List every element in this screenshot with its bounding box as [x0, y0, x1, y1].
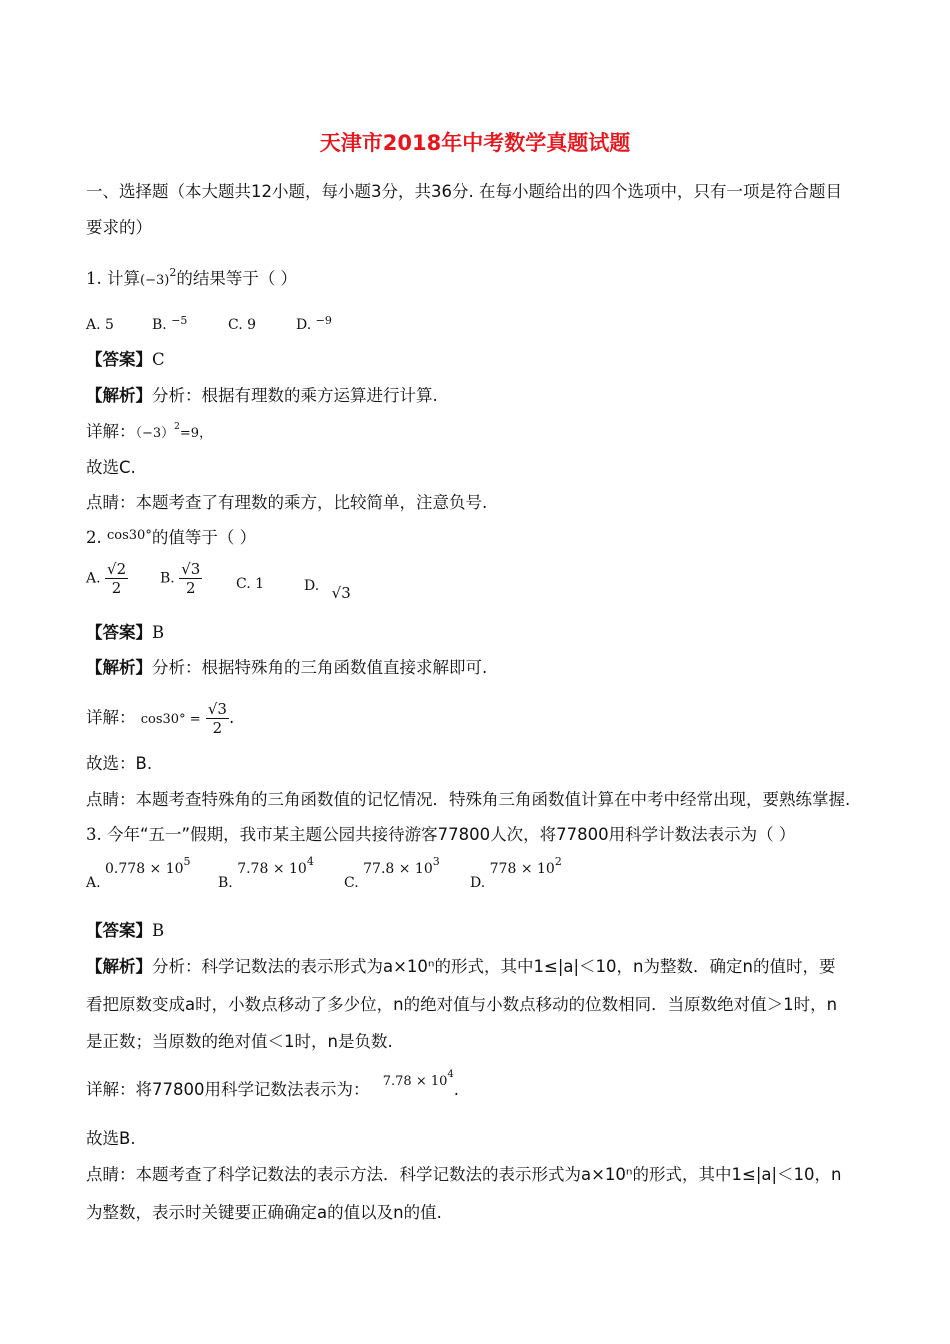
- q2-option-d-value: √3: [331, 584, 351, 602]
- q2-option-d: [304, 576, 351, 602]
- q3-option-c-value: 77.8 × 10: [363, 861, 433, 877]
- q1-comment-text: 本题考查了有理数的乘方，比较简单，注意负号.: [135, 493, 488, 512]
- q2-option-a-fraction: [105, 560, 128, 597]
- q2-option-c: C. 1: [236, 576, 265, 592]
- q3-comment-label: 点睛：: [86, 1165, 136, 1184]
- q3-comment-line1: [86, 1164, 842, 1186]
- q1-detail-post: =9，: [179, 426, 213, 441]
- q2-detail: [86, 700, 234, 737]
- q3-detail-expr: 7.78 × 10: [382, 1074, 448, 1089]
- q1-option-b-label: B.: [152, 317, 167, 333]
- q3-detail-post: .: [453, 1080, 460, 1099]
- q1-analysis: [86, 385, 438, 407]
- q2-option-a-numerator: √2: [107, 560, 127, 578]
- q2-option-b-label: B.: [160, 570, 175, 587]
- q1-option-d: [296, 314, 332, 333]
- q1-analysis-label: 【解析】: [86, 386, 152, 405]
- q2-comment-text: 本题考查特殊角的三角函数值的记忆情况．特殊角三角函数值计算在中考中经常出现，要熟练掌握.: [135, 790, 851, 809]
- q3-option-c-label: C.: [344, 875, 359, 891]
- q2-analysis-label: 【解析】: [86, 658, 152, 677]
- q1-choose: 故选C.: [86, 458, 136, 477]
- q1-post: 的结果等于（ ）: [176, 269, 298, 288]
- q1-option-d-label: D.: [296, 317, 312, 333]
- q3-analysis-text1: 分析：科学记数法的表示形式为a×10ⁿ的形式，其中1≤|a|＜10，n为整数．确定n的值时，要: [152, 957, 836, 976]
- q1-option-c: C. 9: [228, 317, 257, 333]
- q1-stem: [86, 268, 297, 292]
- q3-answer: [86, 920, 164, 942]
- q3-option-b-value: 7.78 × 10: [237, 861, 307, 877]
- q2-detail-post: .: [228, 708, 235, 727]
- q3-comment-line2: 为整数，表示时关键要正确确定a的值以及n的值.: [86, 1203, 442, 1222]
- q3-detail-text: 将77800用科学记数法表示为：: [135, 1080, 370, 1099]
- q1-number: 1.: [86, 269, 102, 288]
- q3-text: 今年“五一”假期，我市某主题公园共接待游客77800人次，将77800用科学计数法表示为（ ）: [107, 825, 796, 844]
- q3-detail-exp: 4: [447, 1069, 454, 1080]
- q2-option-a: [86, 560, 128, 597]
- q3-answer-value: B: [152, 921, 165, 940]
- q3-option-c-exp: 3: [432, 855, 440, 868]
- q3-answer-label: 【答案】: [86, 921, 152, 940]
- q1-option-b-value: −5: [171, 314, 188, 327]
- q1-comment: [86, 492, 487, 514]
- q3-option-d: [470, 855, 562, 891]
- q2-option-a-denominator: 2: [111, 579, 122, 597]
- q2-answer-label: 【答案】: [86, 623, 152, 642]
- q2-option-b-fraction: [179, 560, 202, 597]
- q3-detail: [86, 1069, 460, 1104]
- q3-analysis-line2: 看把原数变成a时，小数点移动了多少位，n的绝对值与小数点移动的位数相同．当原数绝对值＞1时，n: [86, 995, 838, 1014]
- q3-option-d-value: 778 × 10: [489, 861, 555, 877]
- q1-exp: 2: [169, 266, 177, 279]
- q2-post: 的值等于（ ）: [151, 528, 257, 547]
- q3-analysis-line3: 是正数；当原数的绝对值＜1时，n是负数.: [86, 1032, 393, 1051]
- q3-choose: 故选B.: [86, 1129, 136, 1148]
- q3-option-a-value: 0.778 × 10: [105, 861, 184, 877]
- section-heading-line1: 一、选择题（本大题共12小题，每小题3分，共36分. 在每小题给出的四个选项中，只有一项是符合题目: [86, 182, 842, 201]
- q3-analysis-label: 【解析】: [86, 957, 152, 976]
- q1-detail: [86, 421, 212, 446]
- section-heading-line2: 要求的）: [86, 218, 152, 237]
- q1-expr: (−3): [140, 273, 170, 288]
- q3-analysis-line1: [86, 956, 835, 978]
- q3-option-a-label: A.: [86, 875, 101, 891]
- q3-number: 3.: [86, 825, 102, 844]
- q3-option-d-exp: 2: [554, 855, 562, 868]
- q1-answer-value: C: [152, 350, 165, 369]
- q1-answer-label: 【答案】: [86, 350, 152, 369]
- q2-option-a-label: A.: [86, 570, 101, 587]
- q3-option-b-label: B.: [218, 875, 233, 891]
- q3-detail-label: 详解：: [86, 1080, 136, 1099]
- q2-comment-label: 点睛：: [86, 790, 136, 809]
- q2-choose: 故选：B.: [86, 754, 153, 773]
- q1-detail-expr: （−3）: [135, 426, 175, 441]
- q2-detail-denominator: 2: [212, 719, 223, 737]
- q1-detail-label: 详解：: [86, 422, 136, 441]
- q3-option-a: [86, 855, 191, 891]
- q3-stem: [86, 824, 795, 846]
- q2-answer-value: B: [152, 623, 165, 642]
- q3-option-b: [218, 855, 314, 891]
- q2-stem: [86, 527, 256, 551]
- q1-option-a: A. 5: [86, 317, 114, 333]
- q2-answer: [86, 622, 164, 644]
- q3-option-d-label: D.: [470, 875, 486, 891]
- page-title: 天津市2018年中考数学真题试题: [319, 131, 631, 155]
- q2-detail-expr: cos30° =: [140, 712, 201, 727]
- q2-expr: cos30°: [107, 528, 152, 543]
- q2-option-d-label: D.: [304, 578, 320, 594]
- q1-detail-exp: 2: [174, 422, 180, 432]
- q1-option-d-value: −9: [315, 314, 332, 327]
- q2-option-b: [160, 560, 202, 597]
- q2-option-b-denominator: 2: [185, 579, 196, 597]
- q1-comment-label: 点睛：: [86, 493, 136, 512]
- q1-answer: [86, 349, 165, 371]
- q1-analysis-text: 分析：根据有理数的乘方运算进行计算.: [152, 386, 438, 405]
- q2-comment: [86, 789, 850, 811]
- q3-option-c: [344, 855, 440, 891]
- q1-pre: 计算: [107, 269, 140, 288]
- q2-analysis: [86, 657, 487, 679]
- q2-detail-numerator: √3: [207, 700, 227, 718]
- q3-comment-text1: 本题考查了科学记数法的表示方法．科学记数法的表示形式为a×10ⁿ的形式，其中1≤|a|＜10，n: [135, 1165, 842, 1184]
- q2-number: 2.: [86, 528, 102, 547]
- q2-analysis-text: 分析：根据特殊角的三角函数值直接求解即可.: [152, 658, 488, 677]
- q3-option-a-exp: 5: [183, 855, 191, 868]
- q2-detail-label: 详解：: [86, 708, 136, 727]
- q2-option-b-numerator: √3: [181, 560, 201, 578]
- q3-option-b-exp: 4: [306, 855, 314, 868]
- q2-detail-fraction: [206, 700, 229, 737]
- q1-option-b: [152, 314, 188, 333]
